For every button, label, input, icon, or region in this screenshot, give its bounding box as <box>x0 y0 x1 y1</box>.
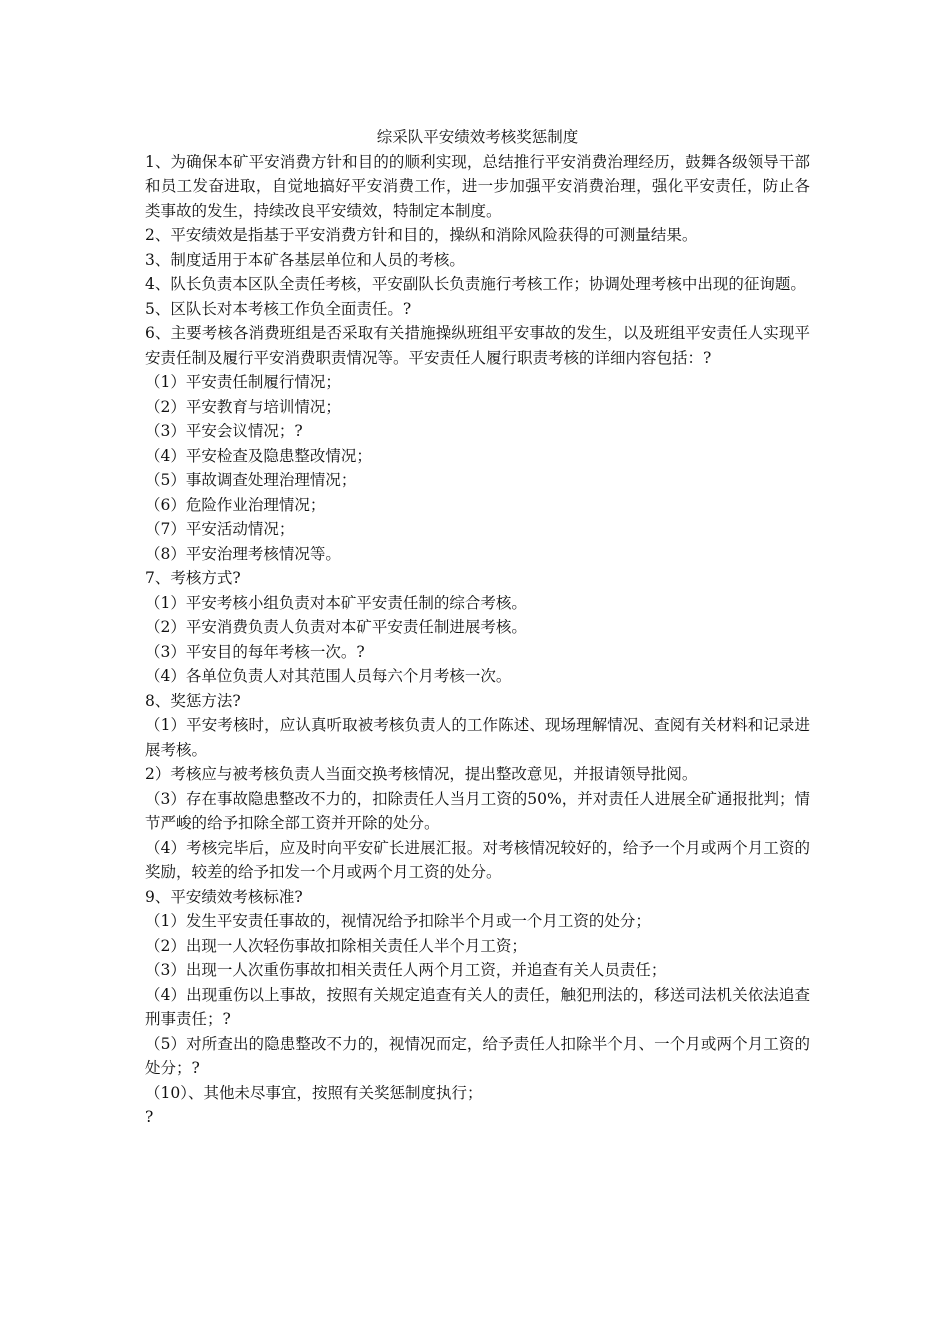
list-item: （2）平安消费负责人负责对本矿平安责任制进展考核。 <box>145 618 527 636</box>
list-item: （1）平安责任制履行情况； <box>145 373 341 391</box>
paragraph: 2、平安绩效是指基于平安消费方针和目的，操纵和消除风险获得的可测量结果。 <box>145 226 698 244</box>
list-item: （1）平安考核时，应认真听取被考核负责人的工作陈述、现场理解情况、查阅有关材料和记录进展考核。 <box>145 716 810 759</box>
list-item: （4）考核完毕后，应及时向平安矿长进展汇报。对考核情况较好的，给予一个月或两个月工资的奖励，较差的给予扣发一个月或两个月工资的处分。 <box>145 838 810 881</box>
list-item: （4）各单位负责人对其范围人员每六个月考核一次。 <box>145 667 512 685</box>
list-item: 2）考核应与被考核负责人当面交换考核情况，提出整改意见，并报请领导批阅。 <box>145 765 698 783</box>
list-item: （1）平安考核小组负责对本矿平安责任制的综合考核。 <box>145 593 527 612</box>
paragraph: 5、区队长对本考核工作负全面责任。? <box>145 299 412 318</box>
section-heading: 8、奖惩方法? <box>145 691 241 710</box>
list-item: （3）出现一人次重伤事故扣相关责任人两个月工资，并追查有关人员责任； <box>145 961 667 979</box>
list-item: （4）出现重伤以上事故，按照有关规定追查有关人的责任，触犯刑法的，移送司法机关依法追查刑事责任；? <box>145 985 810 1028</box>
list-item: （7）平安活动情况； <box>145 520 295 538</box>
section-heading: 7、考核方式? <box>145 569 241 587</box>
document-page <box>145 125 810 1130</box>
list-item: （4）平安检查及隐患整改情况； <box>145 446 372 465</box>
paragraph: 3、制度适用于本矿各基层单位和人员的考核。 <box>145 250 465 269</box>
paragraph: ? <box>145 1108 154 1126</box>
list-item: （2）出现一人次轻伤事故扣除相关责任人半个月工资； <box>145 936 527 955</box>
list-item: （3）平安会议情况；? <box>145 422 303 440</box>
document-title: 综采队平安绩效考核奖惩制度 <box>376 128 579 146</box>
section-heading: 9、平安绩效考核标准? <box>145 887 303 906</box>
list-item: （5）对所查出的隐患整改不力的，视情况而定，给予责任人扣除半个月、一个月或两个月工资的处分；? <box>145 1034 810 1077</box>
list-item: （10）、其他未尽事宜，按照有关奖惩制度执行； <box>145 1083 483 1102</box>
paragraph: 4、队长负责本区队全责任考核，平安副队长负责施行考核工作；协调处理考核中出现的征询题。 <box>145 275 806 293</box>
document-body <box>145 150 810 1130</box>
list-item: （8）平安治理考核情况等。 <box>145 544 341 563</box>
list-item: （6）危险作业治理情况； <box>145 495 326 514</box>
paragraph: 6、主要考核各消费班组是否采取有关措施操纵班组平安事故的发生，以及班组平安责任人实现平安责任制及履行平安消费职责情况等。平安责任人履行职责考核的详细内容包括：? <box>145 324 810 367</box>
paragraph: 1、为确保本矿平安消费方针和目的的顺利实现，总结推行平安消费治理经历，鼓舞各级领导干部和员工发奋进取，自觉地搞好平安消费工作，进一步加强平安消费治理，强化平安责任，防止各类事故的发生，持续改良平安绩效，特制定本制度。 <box>145 152 810 220</box>
list-item: （3）存在事故隐患整改不力的，扣除责任人当月工资的50%，并对责任人进展全矿通报批判；情节严峻的给予扣除全部工资并开除的处分。 <box>145 789 810 832</box>
list-item: （3）平安目的每年考核一次。? <box>145 642 365 661</box>
list-item: （1）发生平安责任事故的，视情况给予扣除半个月或一个月工资的处分； <box>145 912 651 930</box>
list-item: （5）事故调查处理治理情况； <box>145 471 357 489</box>
list-item: （2）平安教育与培训情况； <box>145 397 341 416</box>
